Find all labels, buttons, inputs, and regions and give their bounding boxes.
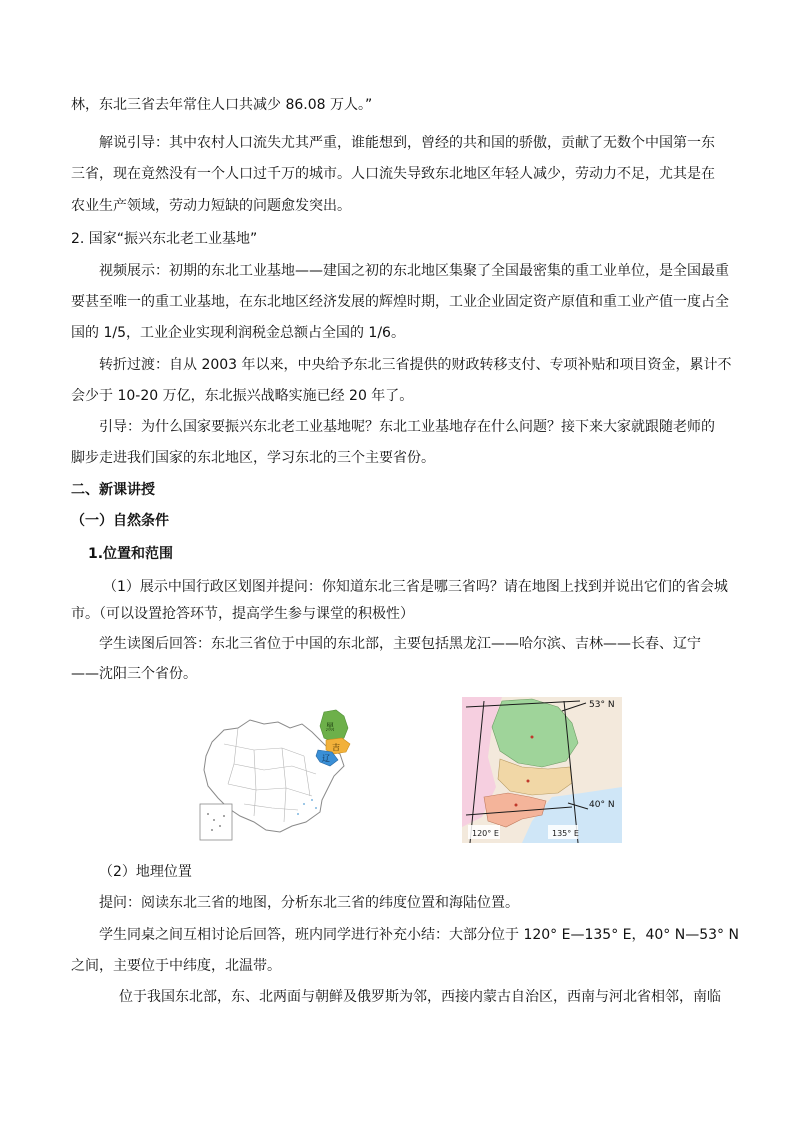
lon-right-label: 135° E <box>552 829 579 838</box>
paragraph-line: 转折过渡：自从 2003 年以来，中央给予东北三省提供的财政转移支付、专项补贴和项目资金，累计不 <box>99 357 732 373</box>
paragraph-line: 农业生产领域，劳动力短缺的问题愈发突出。 <box>71 198 351 214</box>
subsection-heading: （2）地理位置 <box>99 864 192 880</box>
china-administrative-map <box>194 704 362 844</box>
heilongjiang-label: 黑 <box>325 723 335 733</box>
lat-top-label: 53° N <box>589 700 615 710</box>
paragraph-line: 视频展示：初期的东北工业基地——建国之初的东北地区集聚了全国最密集的重工业单位，是全国最重 <box>99 263 729 279</box>
paragraph-line: 学生读图后回答：东北三省位于中国的东北部，主要包括黑龙江——哈尔滨、吉林——长春、辽宁 <box>99 636 701 652</box>
paragraph-line: 位于我国东北部，东、北两面与朝鲜及俄罗斯为邻，西接内蒙古自治区，西南与河北省相邻，南临 <box>119 989 721 1005</box>
paragraph-line: （1）展示中国行政区划图并提问：你知道东北三省是哪三省吗？请在地图上找到并说出它们的省会城 <box>103 579 728 595</box>
jilin-label: 吉 <box>332 743 340 752</box>
paragraph-line: 林，东北三省去年常住人口共减少 86.08 万人。” <box>71 97 373 113</box>
subsection-heading: 1.位置和范围 <box>88 546 174 562</box>
paragraph-line: 会少于 10-20 万亿，东北振兴战略实施已经 20 年了。 <box>71 388 414 404</box>
section-heading: 二、新课讲授 <box>71 482 155 498</box>
paragraph-line: 国的 1/5，工业企业实现利润税金总额占全国的 1/6。 <box>71 325 405 341</box>
paragraph-line: 三省，现在竟然没有一个人口过千万的城市。人口流失导致东北地区年轻人减少，劳动力不足，尤其是在 <box>71 166 715 182</box>
paragraph-line: 市。（可以设置抢答环节，提高学生参与课堂的积极性） <box>71 606 414 622</box>
liaoning-label: 辽 <box>322 754 330 763</box>
paragraph-line: 引导：为什么国家要振兴东北老工业基地呢？东北工业基地存在什么问题？接下来大家就跟随老师的 <box>99 419 715 435</box>
northeast-three-provinces-map <box>462 697 622 843</box>
paragraph-line: ——沈阳三个省份。 <box>71 666 197 682</box>
subsection-heading: （一）自然条件 <box>71 513 169 529</box>
lon-left-label: 120° E <box>472 829 499 838</box>
paragraph-line: 之间，主要位于中纬度，北温带。 <box>71 958 281 974</box>
paragraph-line: 学生同桌之间互相讨论后回答，班内同学进行补充小结：大部分位于 120° E—135° E，40° N—53° N <box>99 927 739 943</box>
section-heading: 2. 国家“振兴东北老工业基地” <box>71 231 258 247</box>
paragraph-line: 提问：阅读东北三省的地图，分析东北三省的纬度位置和海陆位置。 <box>99 895 519 911</box>
paragraph-line: 解说引导：其中农村人口流失尤其严重，谁能想到，曾经的共和国的骄傲，贡献了无数个中国第一东 <box>99 135 715 151</box>
paragraph-line: 脚步走进我们国家的东北地区，学习东北的三个主要省份。 <box>71 450 435 466</box>
lat-bottom-label: 40° N <box>589 800 615 810</box>
paragraph-line: 要甚至唯一的重工业基地，在东北地区经济发展的辉煌时期，工业企业固定资产原值和重工业产值一度占全 <box>71 294 729 310</box>
